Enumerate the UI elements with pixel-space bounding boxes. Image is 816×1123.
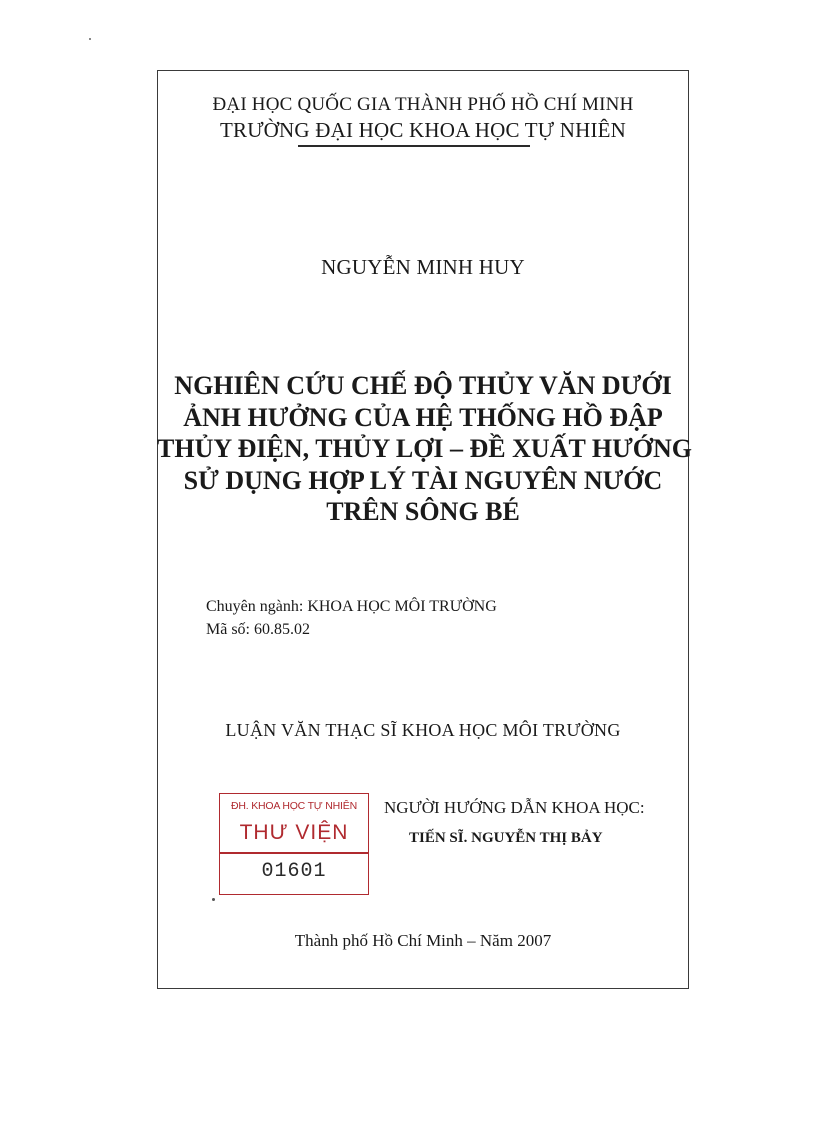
stamp-divider: [220, 852, 368, 854]
advisor-label: NGƯỜI HƯỚNG DẪN KHOA HỌC:: [384, 798, 645, 817]
stamp-institution: ĐH. KHOA HỌC TỰ NHIÊN: [231, 800, 357, 812]
major-code: Mã số: 60.85.02: [206, 621, 310, 638]
faculty-name: TRƯỜNG ĐẠI HỌC KHOA HỌC TỰ NHIÊN: [219, 118, 627, 142]
library-stamp: [219, 793, 369, 895]
title-line: SỬ DỤNG HỢP LÝ TÀI NGUYÊN NƯỚC: [183, 465, 663, 495]
scan-speck: [89, 38, 91, 40]
title-line: THỦY ĐIỆN, THỦY LỢI – ĐỀ XUẤT HƯỚNG: [157, 434, 692, 463]
ink-dot: [212, 898, 215, 901]
title-line: ẢNH HƯỞNG CỦA HỆ THỐNG HỒ ĐẬP: [183, 402, 663, 432]
stamp-library-label: THƯ VIỆN: [239, 821, 349, 844]
place-and-year: Thành phố Hồ Chí Minh – Năm 2007: [294, 931, 552, 950]
major-field: Chuyên ngành: KHOA HỌC MÔI TRƯỜNG: [206, 598, 497, 615]
stamp-catalog-number: 01601: [261, 860, 327, 883]
author-name: NGUYỄN MINH HUY: [321, 255, 525, 279]
header-underline: [298, 145, 530, 147]
advisor-name: TIẾN SĨ. NGUYỄN THỊ BẢY: [409, 830, 603, 846]
title-line: NGHIÊN CỨU CHẾ ĐỘ THỦY VĂN DƯỚI: [174, 371, 672, 400]
university-name: ĐẠI HỌC QUỐC GIA THÀNH PHỐ HỒ CHÍ MINH: [212, 94, 634, 115]
title-line: TRÊN SÔNG BÉ: [326, 497, 520, 526]
degree-type: LUẬN VĂN THẠC SĨ KHOA HỌC MÔI TRƯỜNG: [225, 720, 621, 740]
thesis-title: [157, 370, 692, 528]
